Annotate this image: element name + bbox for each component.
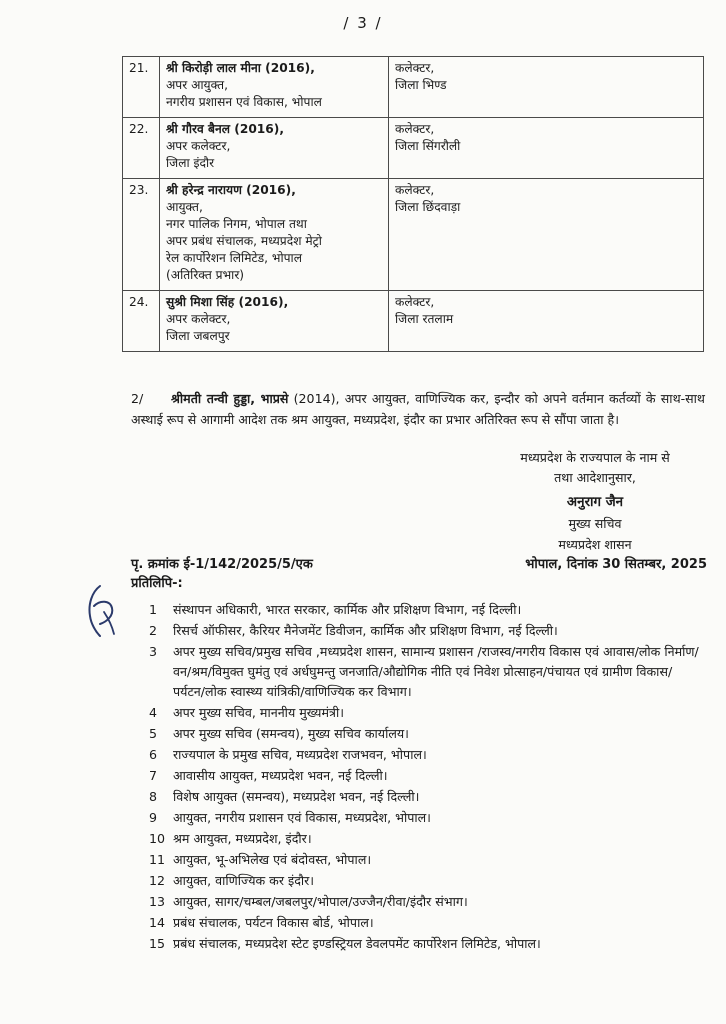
item-text: संस्थापन अधिकारी, भारत सरकार, कार्मिक और प्रशिक्षण विभाग, नई दिल्ली। [173, 602, 522, 617]
item-text: अपर मुख्य सचिव, माननीय मुख्यमंत्री। [173, 705, 344, 720]
signature-line-1: मध्यप्रदेश के राज्यपाल के नाम से [520, 450, 670, 465]
officer-detail: रेल कार्पोरेशन लिमिटेड, भोपाल [166, 251, 302, 265]
list-item [141, 871, 701, 891]
list-item [141, 724, 701, 744]
list-item [141, 703, 701, 723]
reference-number: पृ. क्रमांक ई-1/142/2025/5/एक [131, 557, 313, 572]
officer-name: सुश्री मिशा सिंह (2016), [166, 295, 289, 309]
item-text: राज्यपाल के प्रमुख सचिव, मध्यप्रदेश राजभवन, भोपाल। [173, 747, 427, 762]
item-number: 6 [149, 747, 158, 762]
officer-detail: अपर कलेक्टर, [166, 139, 231, 153]
officer-name: श्रीमती तन्वी हुड्डा, भाप्रसे [171, 391, 289, 406]
new-posting-cell [389, 291, 704, 352]
serial-number: 21. [123, 57, 160, 118]
item-text: आयुक्त, नगरीय प्रशासन एवं विकास, मध्यप्रदेश, भोपाल। [173, 810, 431, 825]
item-number: 1 [149, 602, 158, 617]
list-item [141, 766, 701, 786]
officer-detail: अपर कलेक्टर, [166, 312, 231, 326]
item-text: आवासीय आयुक्त, मध्यप्रदेश भवन, नई दिल्ली। [173, 768, 388, 783]
item-number: 3 [149, 644, 158, 659]
paragraph-number: 2/ [131, 391, 144, 406]
table-row [123, 118, 704, 179]
reference-line [131, 554, 707, 572]
list-item [141, 600, 701, 620]
copy-list [141, 600, 701, 955]
officer-name: श्री हरेन्द्र नारायण (2016), [166, 183, 296, 197]
officer-detail: जिला जबलपुर [166, 329, 230, 343]
new-posting-cell [389, 118, 704, 179]
item-text: अपर मुख्य सचिव/प्रमुख सचिव ,मध्यप्रदेश शासन, सामान्य प्रशासन /राजस्व/नगरीय विकास एवं आवास/लोक निर्माण/वन/श्रम/विमुक्त घुमंतु एवं अर्धघुमन्तु जनजाति/औद्योगिक नीति एवं निवेश प्रोत्साहन/पंचायत एवं ग्रामीण विकास/ पर्यटन/लोक स्वास्थ्य यांत्रिकी/वाणिज्यिक कर विभाग। [173, 644, 699, 699]
table-row [123, 57, 704, 118]
signatory-department: मध्यप्रदेश शासन [558, 537, 632, 552]
list-item [141, 829, 701, 849]
table-row [123, 291, 704, 352]
officer-cell [160, 118, 389, 179]
item-number: 10 [149, 831, 166, 846]
signatory-designation: मुख्य सचिव [568, 516, 622, 531]
item-number: 4 [149, 705, 158, 720]
posting-detail: जिला छिंदवाड़ा [395, 200, 461, 214]
item-number: 5 [149, 726, 158, 741]
list-item [141, 787, 701, 807]
officer-name: श्री किरोड़ी लाल मीना (2016), [166, 61, 315, 75]
officer-detail: नगर पालिक निगम, भोपाल तथा [166, 217, 307, 231]
posting-detail: कलेक्टर, [395, 295, 435, 309]
item-text: श्रम आयुक्त, मध्यप्रदेश, इंदौर। [173, 831, 312, 846]
posting-detail: जिला रतलाम [395, 312, 454, 326]
officer-cell [160, 291, 389, 352]
list-item [141, 850, 701, 870]
paragraph-text: (2014), अपर आयुक्त, वाणिज्यिक कर, इन्दौर को अपने वर्तमान कर्तव्यों के साथ-साथ अस्थाई रूप से आगामी आदेश तक श्रम आयुक्त, मध्यप्रदेश, इंदौर का प्रभार अतिरिक्त रूप से सौंपा जाता है। [131, 391, 705, 427]
item-text: आयुक्त, सागर/चम्बल/जबलपुर/भोपाल/उज्जैन/रीवा/इंदौर संभाग। [173, 894, 468, 909]
list-item [141, 745, 701, 765]
item-text: विशेष आयुक्त (समन्वय), मध्यप्रदेश भवन, नई दिल्ली। [173, 789, 420, 804]
officer-detail: आयुक्त, [166, 200, 203, 214]
officer-detail: (अतिरिक्त प्रभार) [166, 268, 245, 282]
list-item [141, 621, 701, 641]
item-text: आयुक्त, वाणिज्यिक कर इंदौर। [173, 873, 315, 888]
postings-table [122, 56, 704, 352]
item-text: अपर मुख्य सचिव (समन्वय), मुख्य सचिव कार्यालय। [173, 726, 409, 741]
handwritten-initials-icon [78, 582, 122, 642]
item-number: 14 [149, 915, 166, 930]
officer-detail: नगरीय प्रशासन एवं विकास, भोपाल [166, 95, 322, 109]
officer-cell [160, 57, 389, 118]
item-number: 13 [149, 894, 166, 909]
item-number: 2 [149, 623, 158, 638]
place-date: भोपाल, दिनांक 30 सितम्बर, 2025 [525, 557, 707, 572]
item-number: 11 [149, 852, 166, 867]
list-item [141, 892, 701, 912]
officer-cell [160, 179, 389, 291]
table-row [123, 179, 704, 291]
item-number: 12 [149, 873, 166, 888]
serial-number: 23. [123, 179, 160, 291]
signatory-name: अनुराग जैन [566, 495, 624, 510]
posting-detail: जिला सिंगरौली [395, 139, 461, 153]
item-number: 15 [149, 936, 166, 951]
item-text: रिसर्च ऑफीसर, कैरियर मैनेजमेंट डिवीजन, कार्मिक और प्रशिक्षण विभाग, नई दिल्ली। [173, 623, 558, 638]
posting-detail: जिला भिण्ड [395, 78, 447, 92]
posting-detail: कलेक्टर, [395, 183, 435, 197]
item-text: प्रबंध संचालक, पर्यटन विकास बोर्ड, भोपाल। [173, 915, 374, 930]
item-number: 7 [149, 768, 158, 783]
item-number: 9 [149, 810, 158, 825]
list-item [141, 808, 701, 828]
posting-detail: कलेक्टर, [395, 61, 435, 75]
item-number: 8 [149, 789, 158, 804]
new-posting-cell [389, 57, 704, 118]
officer-name: श्री गौरव बैनल (2016), [166, 122, 284, 136]
paragraph-2 [131, 388, 705, 430]
list-item [141, 913, 701, 933]
item-text: प्रबंध संचालक, मध्यप्रदेश स्टेट इण्डस्ट्रियल डेवलपमेंट कार्पोरेशन लिमिटेड, भोपाल। [173, 936, 541, 951]
item-text: आयुक्त, भू-अभिलेख एवं बंदोवस्त, भोपाल। [173, 852, 372, 867]
copy-heading: प्रतिलिपि-: [131, 576, 183, 591]
serial-number: 22. [123, 118, 160, 179]
list-item [141, 642, 701, 702]
list-item [141, 934, 701, 954]
new-posting-cell [389, 179, 704, 291]
page-number: / 3 / [343, 14, 383, 32]
officer-detail: अपर प्रबंध संचालक, मध्यप्रदेश मेट्रो [166, 234, 322, 248]
serial-number: 24. [123, 291, 160, 352]
signature-line-2: तथा आदेशानुसार, [554, 470, 636, 485]
officer-detail: अपर आयुक्त, [166, 78, 228, 92]
officer-detail: जिला इंदौर [166, 156, 215, 170]
posting-detail: कलेक्टर, [395, 122, 435, 136]
